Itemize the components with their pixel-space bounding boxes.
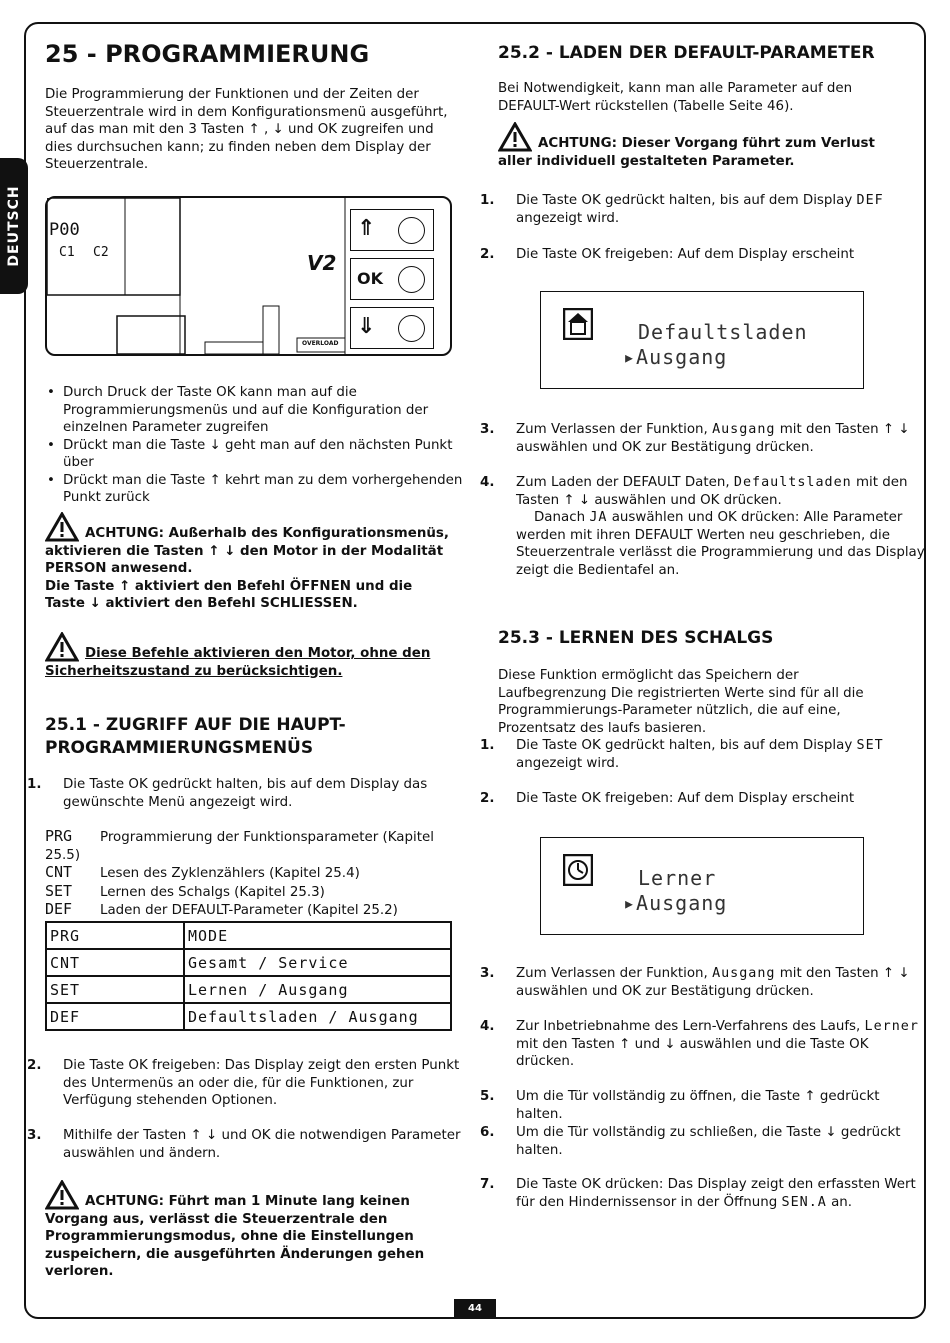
ok-label: OK	[357, 269, 383, 288]
warning-triangle-icon	[498, 122, 532, 152]
s3-intro: Diese Funktion ermöglicht das Speichern der Laufbegrenzung Die registrierten Werte sind für all die Programmierungs-Parameter nützlich, die auf eine, Prozentsatz des laufs basieren.	[498, 668, 864, 736]
table-row: CNT Gesamt / Service	[46, 949, 451, 976]
step-2: 2. Die Taste OK freigeben: Das Display zeigt den ersten Punkt des Untermenüs an oder die, für die Funktionen, zur Verfügung stehenden Optionen.	[27, 1058, 460, 1108]
lcd-line-1: Lerner	[638, 866, 717, 890]
v2-logo: V2	[307, 251, 337, 275]
s3-step-5: 5. Um die Tür vollständig zu öffnen, die Taste ↑ gedrückt halten.	[480, 1089, 880, 1122]
list-item: • Drückt man die Taste ↓ geht man auf den nächsten Punkt über	[63, 437, 473, 472]
table-row: PRG MODE	[46, 922, 451, 949]
list-item: • Durch Druck der Taste OK kann man auf die Programmierungsmenüs und auf die Konfiguration der einzelnen Parameter zugreifen	[63, 384, 473, 437]
lcd-line-1: Defaultsladen	[638, 320, 808, 344]
s3-step-7: 7. Die Taste OK drücken: Das Display zeigt den erfassten Wert für den Hindernissensor in der Öffnung SEN.A an.	[480, 1177, 916, 1210]
board-display: P00	[49, 220, 80, 240]
menu-code-row: PRG Programmierung der Funktionsparameter (Kapitel 25.5)	[45, 827, 434, 863]
table-row: SET Lernen / Ausgang	[46, 976, 451, 1003]
s2-warning: ACHTUNG: Dieser Vorgang führt zum Verlust aller individuell gestalteten Parameter.	[498, 122, 898, 170]
warning-block-1: ACHTUNG: Außerhalb des Konfigurationsmenüs, aktivieren die Tasten ↑ ↓ den Motor in der Modalität PERSON anwesend. Die Taste ↑ aktiviert den Befehl ÖFFNEN und die Taste ↓ aktiviert den Befehl SCHLIESSEN.	[45, 512, 455, 613]
control-board-illustration	[45, 196, 452, 356]
button-circle-icon	[398, 266, 425, 293]
s3-step-1: 1. Die Taste OK gedrückt halten, bis auf dem Display SET angezeigt wird.	[480, 738, 884, 771]
section-title-25-2: 25.2 - LADEN DER DEFAULT-PARAMETER	[498, 43, 875, 63]
section-title-25-3: 25.3 - LERNEN DES SCHALGS	[498, 628, 774, 648]
warning-block-3: ACHTUNG: Führt man 1 Minute lang keinen Vorgang aus, verlässt die Steuerzentrale den Programmierungsmodus, ohne die Einstellungen zuspeichern, die ausgeführten Änderungen gehen verloren.	[45, 1180, 455, 1281]
menu-code-row: DEF Laden der DEFAULT-Parameter (Kapitel 25.2)	[45, 900, 398, 918]
up-button[interactable]	[350, 209, 434, 251]
warning-triangle-icon	[45, 632, 79, 662]
step-1: 1. Die Taste OK gedrückt halten, bis auf dem Display das gewünschte Menü angezeigt wird.	[27, 777, 428, 810]
warning-triangle-icon	[45, 512, 79, 542]
home-icon	[563, 308, 593, 340]
step-3: 3. Mithilfe der Tasten ↑ ↓ und OK die notwendigen Parameter auswählen und ändern.	[27, 1128, 461, 1161]
s2-step-3: 3. Zum Verlassen der Funktion, Ausgang mit den Tasten ↑ ↓ auswählen und OK zur Bestätigung drücken.	[480, 422, 910, 455]
s3-step-4: 4. Zur Inbetriebnahme des Lern-Verfahrens des Laufs, Lerner mit den Tasten ↑ und ↓ auswählen und die Taste OK drücken.	[480, 1019, 919, 1069]
s3-step-2: 2. Die Taste OK freigeben: Auf dem Display erscheint	[480, 791, 855, 806]
list-item: • Drückt man die Taste ↑ kehrt man zu dem vorhergehenden Punkt zurück	[63, 472, 473, 507]
lcd-line-2: ▸Ausgang	[623, 345, 728, 369]
table-row: DEF Defaultsladen / Ausgang	[46, 1003, 451, 1030]
menu-table	[45, 921, 452, 1031]
menu-codes-list	[45, 828, 455, 920]
page-number: 44	[454, 1299, 496, 1319]
bullet-list	[45, 384, 473, 507]
arrow-up-icon: ⇑	[357, 216, 376, 241]
s3-step-6: 6. Um die Tür vollständig zu schließen, die Taste ↓ gedrückt halten.	[480, 1125, 901, 1158]
s2-step-4: 4. Zum Laden der DEFAULT Daten, Defaultsladen mit den Tasten ↑ ↓ auswählen und OK drücken. Danach JA auswählen und OK drücken: Alle Parameter werden mit ihren DEFAULT Werten neu geschrieben, die Steuerzentrale verlässt die Programmierung und das Display zeigt die Bedientafel an.	[480, 475, 925, 578]
down-button[interactable]	[350, 307, 434, 349]
warning-block-2: Diese Befehle aktivieren den Motor, ohne den Sicherheitszustand zu berücksichtigen.	[45, 632, 455, 680]
s2-step-1: 1. Die Taste OK gedrückt halten, bis auf dem Display DEF angezeigt wird.	[480, 193, 884, 226]
s3-step-3: 3. Zum Verlassen der Funktion, Ausgang mit den Tasten ↑ ↓ auswählen und OK zur Bestätigung drücken.	[480, 966, 910, 999]
overload-label: OVERLOAD	[302, 340, 339, 347]
board-c2-label: C2	[93, 245, 109, 260]
s2-step-2: 2. Die Taste OK freigeben: Auf dem Display erscheint	[480, 247, 855, 262]
button-circle-icon	[398, 315, 425, 342]
lcd-display-defaults	[540, 291, 864, 389]
menu-code-row: SET Lernen des Schalgs (Kapitel 25.3)	[45, 881, 325, 900]
section-title-25-1: 25.1 - ZUGRIFF AUF DIE HAUPT-PROGRAMMIERUNGSMENÜS	[45, 715, 346, 758]
ok-button[interactable]	[350, 258, 434, 300]
intro-text: Die Programmierung der Funktionen und der Zeiten der Steuerzentrale wird in dem Konfigurationsmenü ausgeführt, auf das man mit den 3 Tasten ↑ , ↓ und OK zugreifen und dies durchsuchen kann; zu finden neben dem Display der Steuerzentrale.	[45, 87, 448, 172]
warning-triangle-icon	[45, 1180, 79, 1210]
page-title: 25 - PROGRAMMIERUNG	[45, 40, 370, 68]
lcd-line-2: ▸Ausgang	[623, 891, 728, 915]
board-c1-label: C1	[59, 245, 75, 260]
learn-icon	[563, 854, 593, 886]
menu-code-row: CNT Lesen des Zyklenzählers (Kapitel 25.4)	[45, 863, 360, 881]
arrow-down-icon: ⇓	[357, 314, 376, 339]
s2-intro: Bei Notwendigkeit, kann man alle Parameter auf den DEFAULT-Wert rückstellen (Tabelle Seite 46).	[498, 81, 853, 114]
lcd-display-lerner	[540, 837, 864, 935]
language-tab: DEUTSCH	[0, 158, 28, 294]
button-circle-icon	[398, 217, 425, 244]
